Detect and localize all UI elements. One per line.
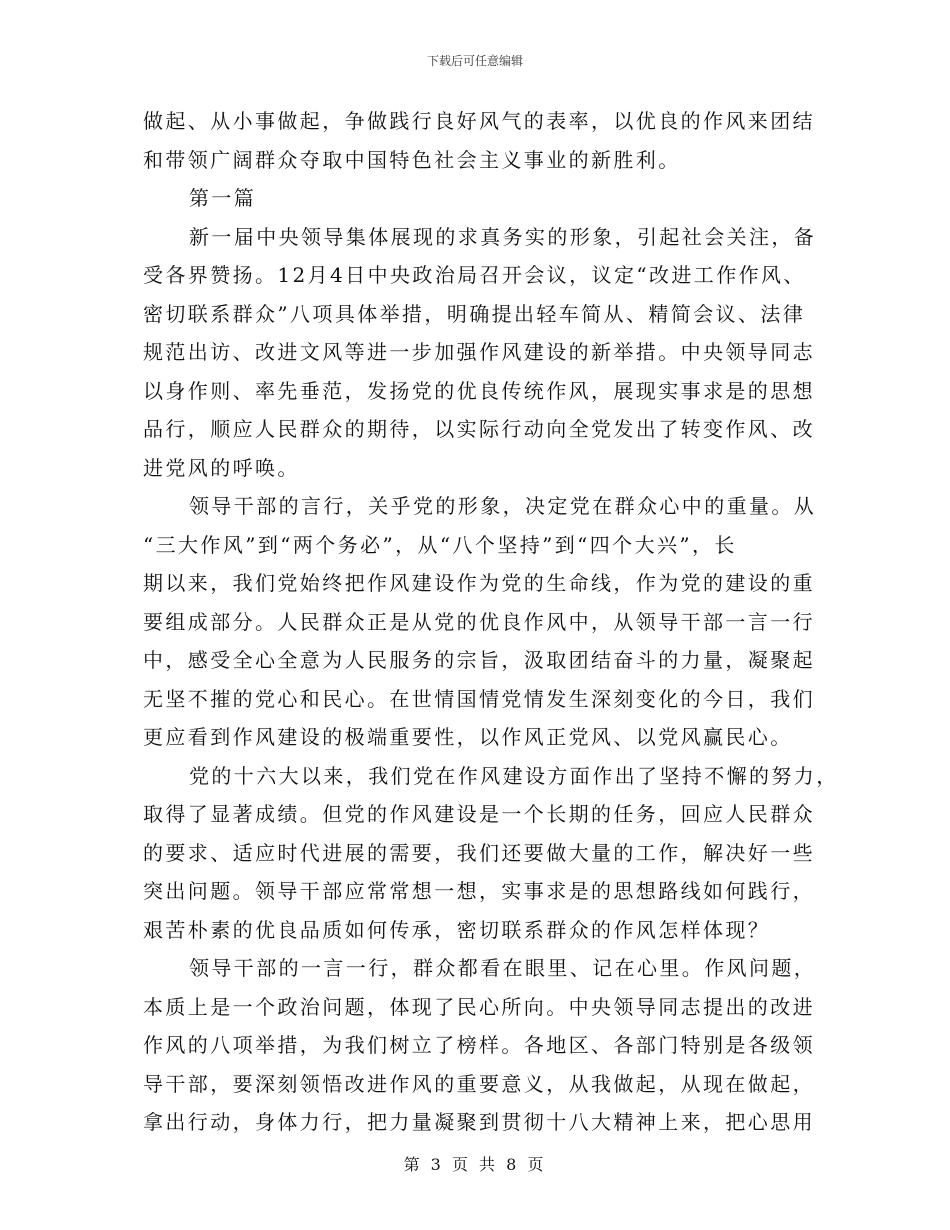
text-line: 和带领广阔群众夺取中国特色社会主义事业的新胜利。: [143, 147, 681, 172]
text-line: 密切联系群众”八项具体举措，明确提出轻车简从、精简会议、法律: [143, 301, 806, 326]
text-line: 中，感受全心全意为人民服务的宗旨，汲取团结奋斗的力量，凝聚起: [143, 648, 815, 672]
text-line: 突出问题。领导干部应常常想一想，实事求是的思想路线如何践行，: [143, 879, 815, 903]
paragraph-start-line: 领导干部的一言一行，群众都看在眼里、记在心里。作风问题，: [189, 956, 817, 980]
section-heading: 第一篇: [189, 186, 257, 210]
page-number-footer: 第 3 页 共 8 页: [403, 1155, 547, 1174]
text-line: 品行，顺应人民群众的期待，以实际行动向全党发出了转变作风、改: [143, 417, 815, 441]
text-line: 更应看到作风建设的极端重要性，以作风正党风、以党风赢民心。: [143, 725, 793, 749]
text-line: 艰苦朴素的优良品质如何传承，密切联系群众的作风怎样体现？: [143, 917, 771, 942]
text-line: 要组成部分。人民群众正是从党的优良作风中，从领导干部一言一行: [143, 609, 815, 634]
text-line: 无坚不摧的党心和民心。在世情国情党情发生深刻变化的今日，我们: [143, 686, 815, 711]
text-line: 拿出行动，身体力行，把力量凝聚到贯彻十八大精神上来，把心思用: [143, 1110, 815, 1134]
text-line: 受各界赞扬。12月4日中央政治局召开会议，议定“改进工作作风、: [143, 263, 806, 287]
paragraph-start-line: 新一届中央领导集体展现的求真务实的形象，引起社会关注，备: [189, 224, 817, 249]
text-line: 进党风的呼唤。: [143, 455, 300, 480]
paragraph-start-line: 领导干部的言行，关乎党的形象，决定党在群众心中的重量。从: [189, 494, 817, 518]
text-line: 取得了显著成绩。但党的作风建设是一个长期的任务，回应人民群众: [143, 802, 815, 826]
text-line: 导干部，要深刻领悟改进作风的重要意义，从我做起，从现在做起，: [143, 1071, 815, 1096]
text-line: 以身作则、率先垂范，发扬党的优良传统作风，展现实事求是的思想: [143, 378, 815, 403]
document-body: [143, 102, 839, 1142]
text-line: 做起、从小事做起，争做践行良好风气的表率，以优良的作风来团结: [143, 109, 815, 133]
page-header: 下载后可任意编辑: [426, 54, 523, 68]
text-line: “三大作风”到“两个务必”，从“八个坚持”到“四个大兴”，长: [143, 532, 737, 557]
text-line: 本质上是一个政治问题，体现了民心所向。中央领导同志提出的改进: [143, 994, 815, 1019]
text-line: 规范出访、改进文风等进一步加强作风建设的新举措。中央领导同志: [143, 340, 815, 364]
text-line: 的要求、适应时代进展的需要，我们还要做大量的工作，解决好一些: [143, 840, 815, 865]
text-line: 期以来，我们党始终把作风建设作为党的生命线，作为党的建设的重: [143, 571, 815, 595]
paragraph-start-line: 党的十六大以来，我们党在作风建设方面作出了坚持不懈的努力，: [189, 763, 839, 788]
text-line: 作风的八项举措，为我们树立了榜样。各地区、各部门特别是各级领: [143, 1033, 815, 1057]
